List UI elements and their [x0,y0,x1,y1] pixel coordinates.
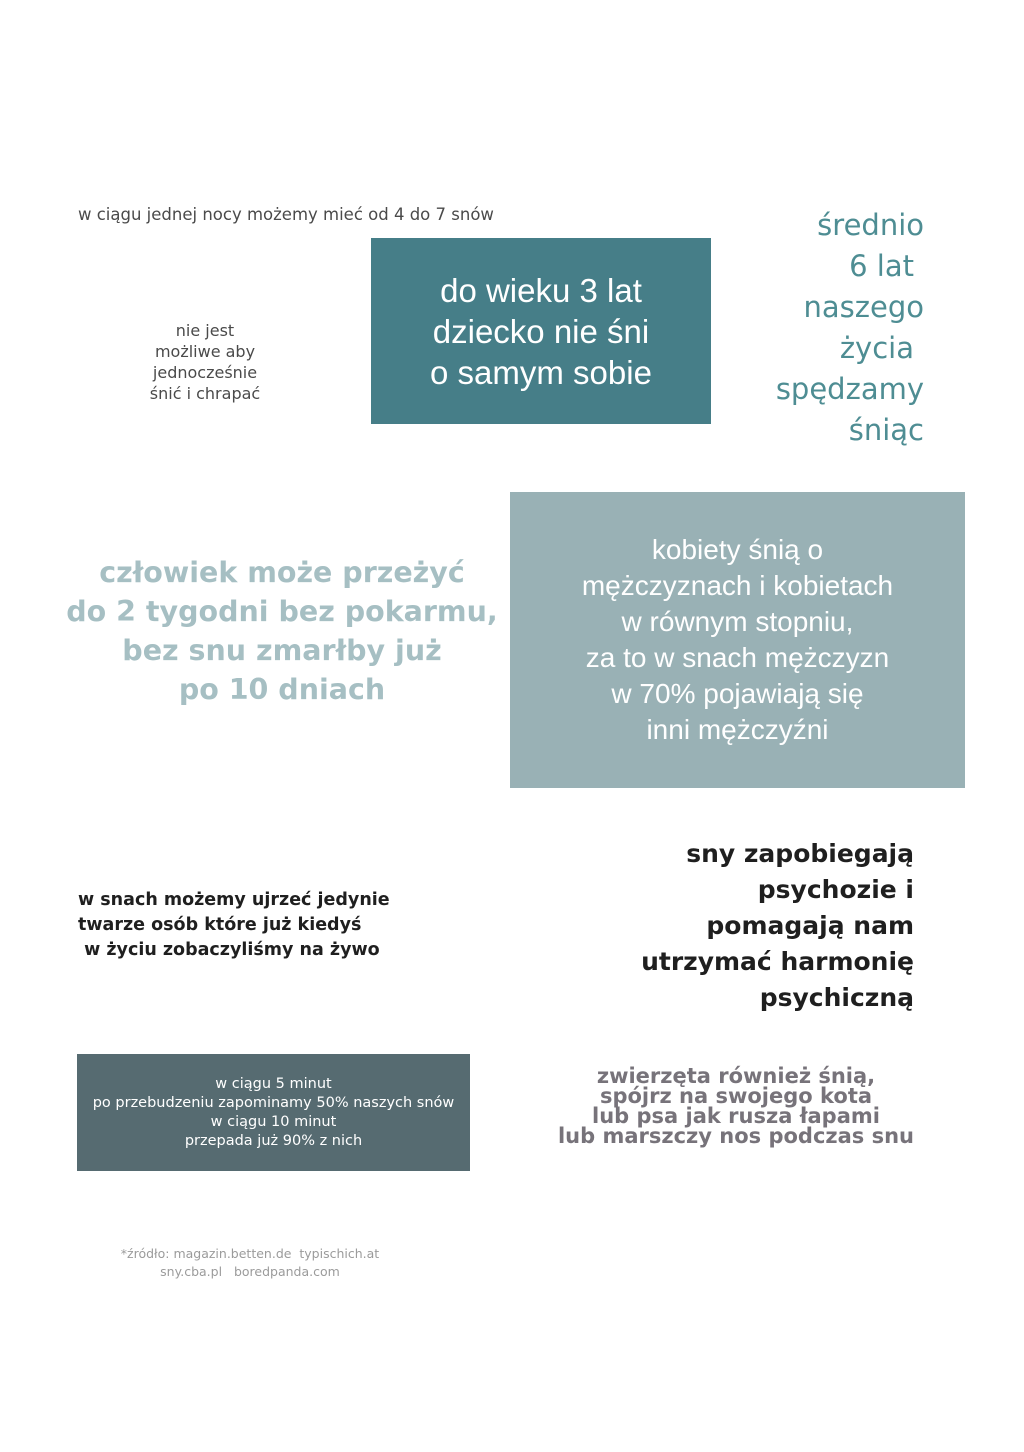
fact-snoring-line: nie jest [175,321,235,340]
box-forgetting-line: w ciągu 10 minut [210,1113,337,1130]
fact-survival-line: po 10 dniach [178,673,386,706]
fact-six-years [776,205,924,451]
box-child-dreams [371,238,711,424]
box-women-dream-line: za to w snach mężczyzn [585,642,890,673]
fact-animals [546,1066,926,1146]
fact-dreams-per-night: w ciągu jednej nocy możemy mieć od 4 do 7 snów [78,205,494,224]
fact-faces-line: w życiu zobaczyliśmy na żywo [78,940,380,960]
fact-animals-line: lub marszczy nos podczas snu [557,1124,915,1148]
fact-survival-line: do 2 tygodni bez pokarmu, [66,595,498,628]
fact-six-years-line: śniąc [848,413,924,447]
fact-faces-line: w snach możemy ujrzeć jedynie [78,890,390,910]
fact-snoring-line: możliwe aby [154,342,256,361]
fact-snoring-line: śnić i chrapać [149,384,261,403]
fact-survival-line: bez snu zmarłby już [122,634,442,667]
box-women-dream-line: kobiety śnią o [651,534,824,565]
box-child-dreams-line: o samym sobie [430,353,652,391]
box-child-dreams-line: do wieku 3 lat [440,271,642,309]
fact-animals-line: spójrz na swojego kota [599,1084,873,1108]
fact-survival-line: człowiek może przeżyć [99,556,465,589]
fact-faces-line: twarze osób które już kiedyś [78,915,362,935]
sources-line: sny.cba.pl boredpanda.com [160,1264,340,1279]
fact-snoring-line: jednocześnie [152,363,258,382]
box-forgetting [77,1054,470,1171]
fact-animals-line: lub psa jak rusza łapami [592,1104,880,1128]
fact-psychosis-line: psychiczną [759,983,914,1012]
fact-six-years-line: życia [839,331,914,365]
box-forgetting-line: po przebudzeniu zapominamy 50% naszych snów [92,1094,455,1111]
fact-psychosis-line: pomagają nam [706,911,914,940]
box-women-dream-line: inni mężczyźni [646,714,829,745]
box-women-dream-line: w 70% pojawiają się [611,678,864,709]
box-forgetting-line: w ciągu 5 minut [215,1075,332,1092]
fact-six-years-line: naszego [803,290,924,324]
box-women-dream-line: w równym stopniu, [621,606,854,637]
fact-six-years-line: spędzamy [775,372,924,406]
sources-note [100,1245,400,1281]
box-women-dream-line: mężczyznach i kobietach [581,570,894,601]
fact-six-years-line: 6 lat [849,249,914,283]
fact-animals-line: zwierzęta również śnią, [596,1064,876,1088]
box-child-dreams-line: dziecko nie śni [432,312,650,350]
fact-psychosis-line: sny zapobiegają [686,839,914,868]
fact-faces [78,888,390,963]
fact-survival [62,553,502,709]
box-women-dream [510,492,965,788]
fact-psychosis-line: psychozie i [757,875,914,904]
fact-psychosis [641,836,914,1016]
box-forgetting-line: przepada już 90% z nich [184,1132,363,1149]
fact-snoring [120,320,290,404]
sources-line: *źródło: magazin.betten.de typischich.at [120,1246,380,1261]
fact-six-years-line: średnio [817,208,924,242]
fact-psychosis-line: utrzymać harmonię [641,947,914,976]
